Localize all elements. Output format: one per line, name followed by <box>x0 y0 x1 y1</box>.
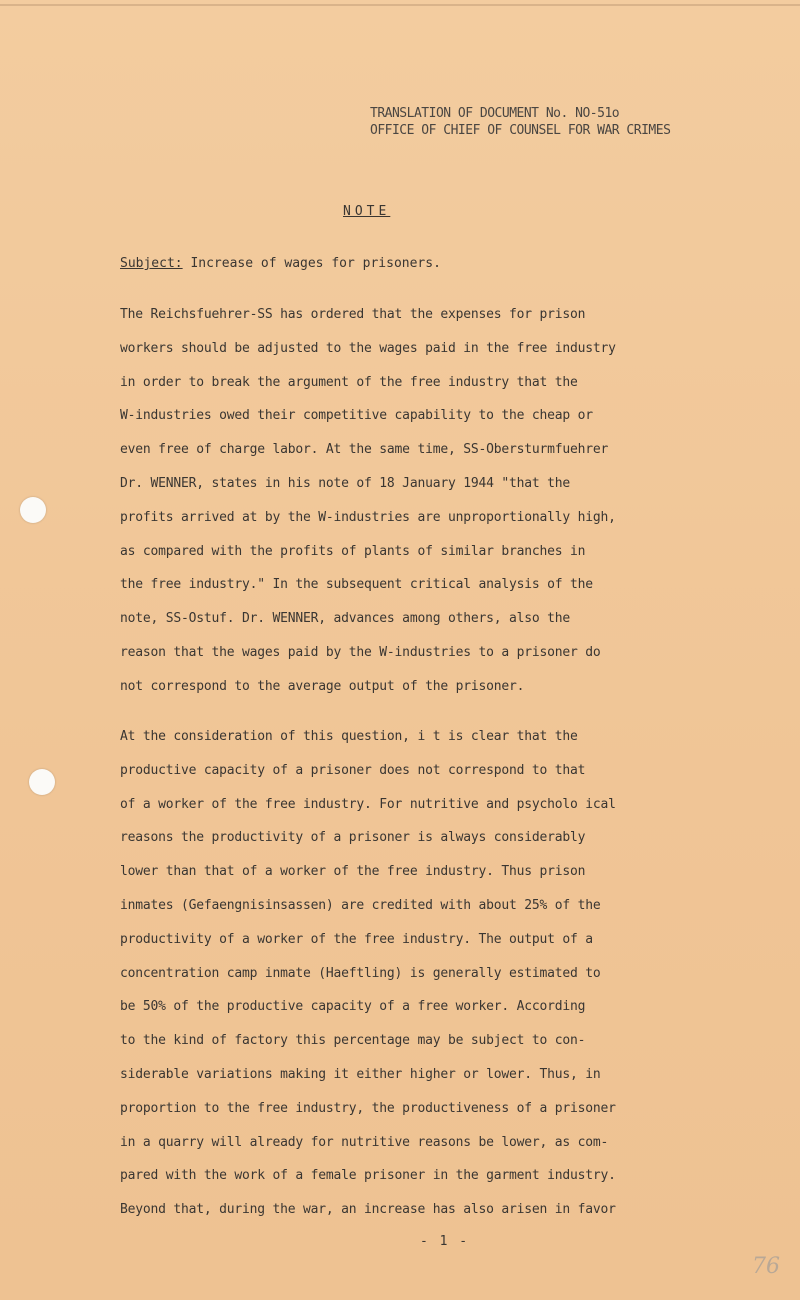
text-line: workers should be adjusted to the wages paid in the free industry <box>120 340 616 356</box>
text-line: Dr. WENNER, states in his note of 18 January 1944 "that the <box>120 475 570 491</box>
text-line: siderable variations making it either higher or lower. Thus, in <box>120 1066 601 1082</box>
text-line: productivity of a worker of the free industry. The output of a <box>120 931 593 947</box>
text-line: note, SS-Ostuf. Dr. WENNER, advances among others, also the <box>120 611 570 627</box>
header-line-1: TRANSLATION OF DOCUMENT No. NO-51o <box>370 106 620 121</box>
text-line: productive capacity of a prisoner does not correspond to that <box>120 762 586 778</box>
text-line: not correspond to the average output of the prisoner. <box>120 678 525 694</box>
text-line: reasons the productivity of a prisoner is always considerably <box>120 830 586 846</box>
punch-hole-top <box>20 497 46 523</box>
text-line: The Reichsfuehrer-SS has ordered that the expenses for prison <box>120 307 586 322</box>
text-line: of a worker of the free industry. For nutritive and psycholo ical <box>120 796 616 812</box>
text-line: concentration camp inmate (Haeftling) is generally estimated to <box>120 965 601 981</box>
paragraph-1 <box>120 298 616 704</box>
page-top-edge <box>0 4 800 6</box>
text-line: even free of charge labor. At the same time, SS-Obersturmfuehrer <box>120 442 609 458</box>
text-line: as compared with the profits of plants of similar branches in <box>120 543 586 559</box>
text-line: profits arrived at by the W-industries are unproportionally high, <box>120 509 616 525</box>
text-line: in a quarry will already for nutritive reasons be lower, as com- <box>120 1134 609 1150</box>
archive-number: 76 <box>752 1254 780 1279</box>
text-line: the free industry." In the subsequent critical analysis of the <box>120 577 593 593</box>
text-line: in order to break the argument of the free industry that the <box>120 374 578 390</box>
text-line: pared with the work of a female prisoner in the garment industry. <box>120 1168 616 1184</box>
subject-line <box>120 256 441 271</box>
text-line: proportion to the free industry, the productiveness of a prisoner <box>120 1100 616 1116</box>
text-line: be 50% of the productive capacity of a free worker. According <box>120 999 586 1015</box>
text-line: At the consideration of this question, i t is clear that the <box>120 729 578 744</box>
text-line: W-industries owed their competitive capability to the cheap or <box>120 408 593 424</box>
header-line-2: OFFICE OF CHIEF OF COUNSEL FOR WAR CRIMES <box>370 123 671 138</box>
text-line: inmates (Gefaengnisinsassen) are credited with about 25% of the <box>120 897 601 913</box>
text-line: reason that the wages paid by the W-industries to a prisoner do <box>120 644 601 660</box>
document-header <box>370 105 670 139</box>
text-line: Beyond that, during the war, an increase has also arisen in favor <box>120 1202 616 1218</box>
text-line: lower than that of a worker of the free industry. Thus prison <box>120 864 586 880</box>
subject-label: Subject: <box>120 256 183 271</box>
punch-hole-bottom <box>29 769 55 795</box>
subject-text: Increase of wages for prisoners. <box>182 256 441 271</box>
page-number: - 1 - <box>420 1234 470 1249</box>
paragraph-2 <box>120 720 616 1227</box>
text-line: to the kind of factory this percentage may be subject to con- <box>120 1033 586 1049</box>
note-title: NOTE <box>343 204 391 219</box>
